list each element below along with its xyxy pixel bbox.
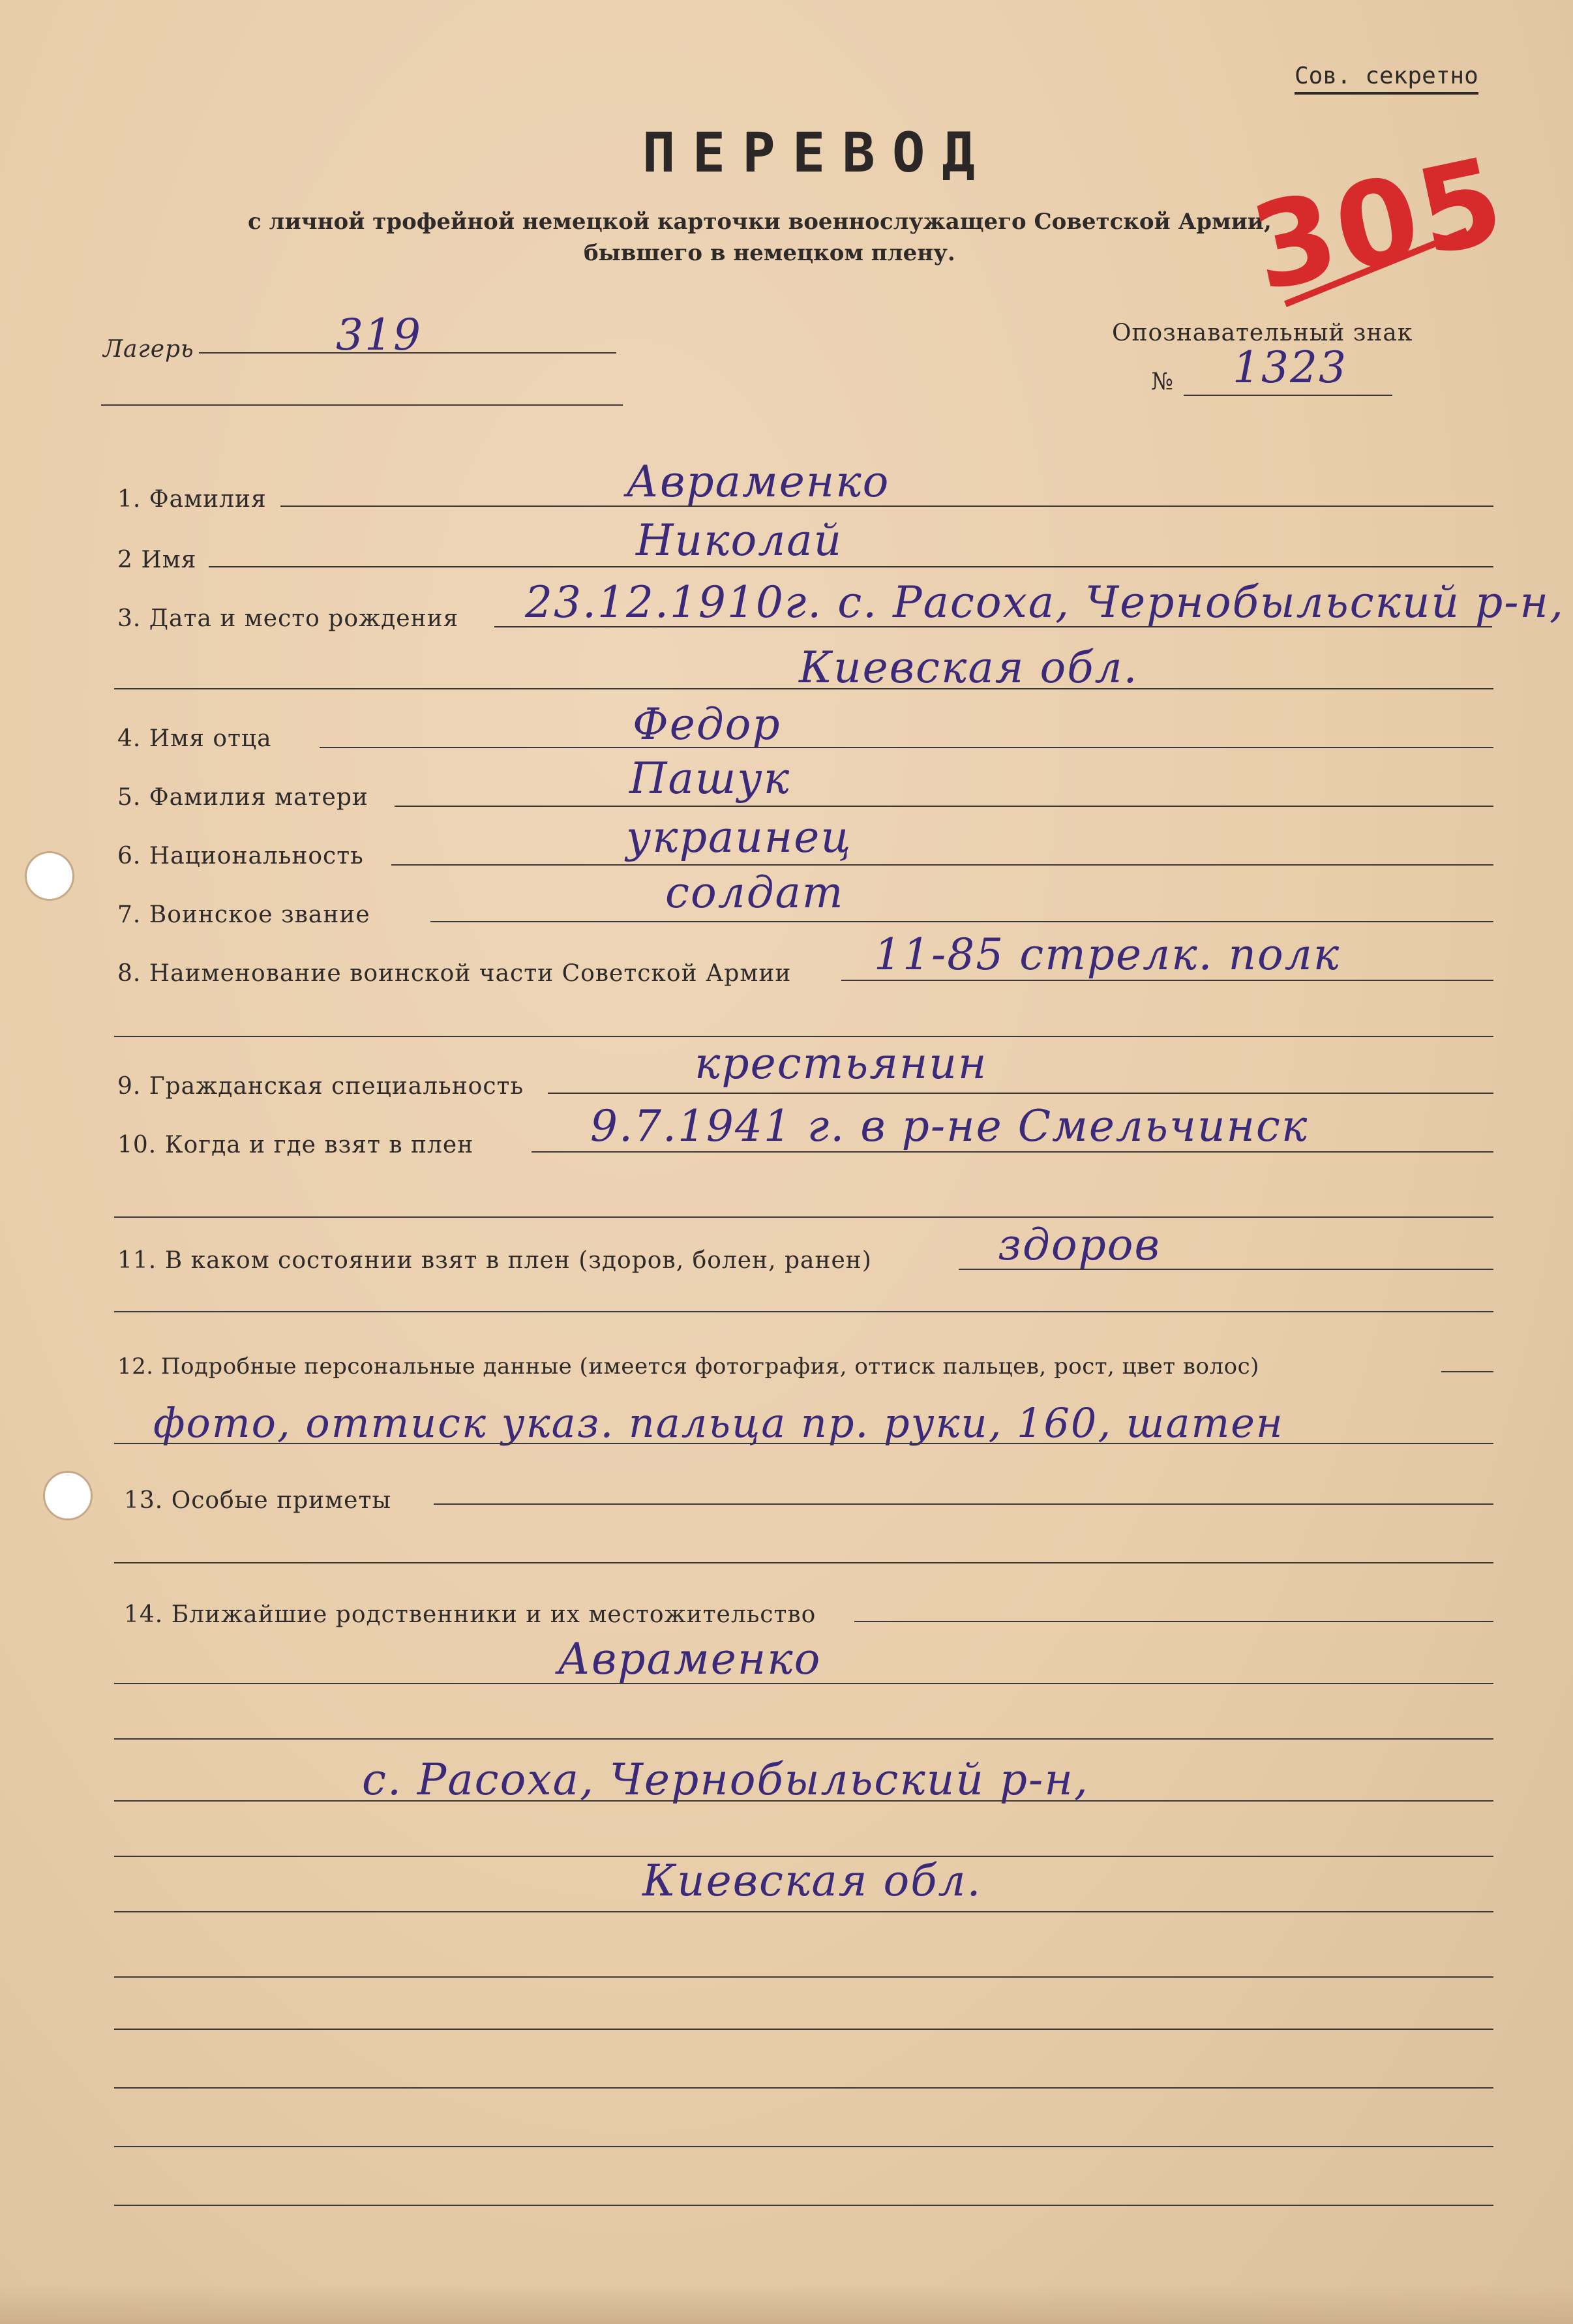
tag-line [1184,395,1392,396]
surname-value: Авраменко [626,457,890,507]
birth-line [494,626,1492,627]
relatives-line-11 [114,2205,1493,2206]
civil-occupation-line [548,1093,1493,1094]
capture-condition-line-2 [114,1311,1493,1312]
document-subtitle: бывшего в немецком плену. [584,240,955,266]
military-rank-value: солдат [665,868,845,918]
first-name-value: Николай [636,515,843,566]
mother-surname-label: 5. Фамилия матери [117,784,368,811]
first-name-line [209,566,1493,567]
captured-line [532,1151,1493,1153]
surname-label: 1. Фамилия [117,486,267,513]
relatives-line-6 [114,1911,1493,1912]
camp-line [199,352,616,354]
civil-occupation-value: крестьянин [695,1038,988,1089]
military-unit-value: 11-85 стрелк. полк [874,929,1341,980]
punch-hole [43,1471,93,1520]
military-unit-line-2 [114,1036,1493,1037]
captured-line-2 [114,1216,1493,1218]
birth-date-place-value-2: Киевская обл. [799,642,1139,693]
relatives-line-3 [114,1738,1493,1740]
red-case-number: 305 [1240,131,1517,318]
relatives-line-9 [114,2087,1493,2089]
civil-occupation-label: 9. Гражданская специальность [117,1073,524,1100]
document-title: ПЕРЕВОД [642,121,993,185]
father-name-line [320,747,1493,748]
military-unit-label: 8. Наименование воинской части Советской Армии [117,960,792,987]
punch-hole [25,851,74,901]
relatives-line-4 [114,1800,1493,1802]
capture-condition-label: 11. В каком состоянии взят в плен (здоров, болен, ранен) [117,1247,872,1274]
personal-details-line-2 [114,1443,1493,1444]
nationality-label: 6. Национальность [117,843,364,869]
secrecy-label: Сов. секретно [1295,63,1478,95]
military-unit-line [841,980,1493,981]
special-marks-label: 13. Особые приметы [124,1487,392,1514]
military-rank-label: 7. Воинское звание [117,901,370,928]
relatives-label: 14. Ближайшие родственники и их местожительство [124,1601,816,1628]
relatives-address-value: с. Расоха, Чернобыльский р-н, [362,1755,1089,1805]
nationality-line [391,864,1493,866]
military-rank-line [430,921,1493,922]
tag-label: Опознавательный знак [1112,320,1413,346]
mother-surname-line [395,806,1493,807]
birth-date-place-value: 23.12.1910г. с. Расоха, Чернобыльский р-н, [525,577,1565,627]
nationality-value: украинец [626,812,852,862]
personal-details-line [1441,1371,1493,1372]
personal-details-value: фото, оттиск указ. пальца пр. руки, 160, шатен [153,1399,1284,1447]
special-marks-line [434,1503,1493,1505]
camp-value: 319 [336,310,422,360]
father-name-label: 4. Имя отца [117,725,272,752]
capture-condition-line [959,1269,1493,1270]
camp-label: Лагерь [103,336,194,363]
tag-number-label: № [1151,369,1175,395]
relatives-line-7 [114,1976,1493,1978]
captured-when-where-value: 9.7.1941 г. в р-не Смельчинск [590,1101,1309,1151]
first-name-label: 2 Имя [117,547,197,573]
relatives-line-2 [114,1683,1493,1684]
mother-surname-value: Пашук [629,753,791,804]
camp-line-2 [101,404,623,406]
relatives-name-value: Авраменко [558,1634,822,1684]
document-subtitle: с личной трофейной немецкой карточки военнослужащего Советской Армии, [248,209,1272,235]
tag-value: 1323 [1233,342,1347,393]
father-name-value: Федор [633,699,781,749]
relatives-line-10 [114,2146,1493,2147]
paper-edge [0,2285,1573,2324]
birth-line-2 [114,688,1493,689]
surname-line [280,506,1493,507]
relatives-line [854,1621,1493,1622]
relatives-line-8 [114,2029,1493,2030]
capture-condition-value: здоров [998,1220,1161,1270]
personal-details-label: 12. Подробные персональные данные (имеется фотография, оттиск пальцев, рост, цвет волос) [117,1353,1259,1380]
special-marks-line-2 [114,1562,1493,1563]
birth-date-place-label: 3. Дата и место рождения [117,605,459,632]
relatives-region-value: Киевская обл. [642,1856,982,1906]
captured-when-where-label: 10. Когда и где взят в плен [117,1132,474,1158]
